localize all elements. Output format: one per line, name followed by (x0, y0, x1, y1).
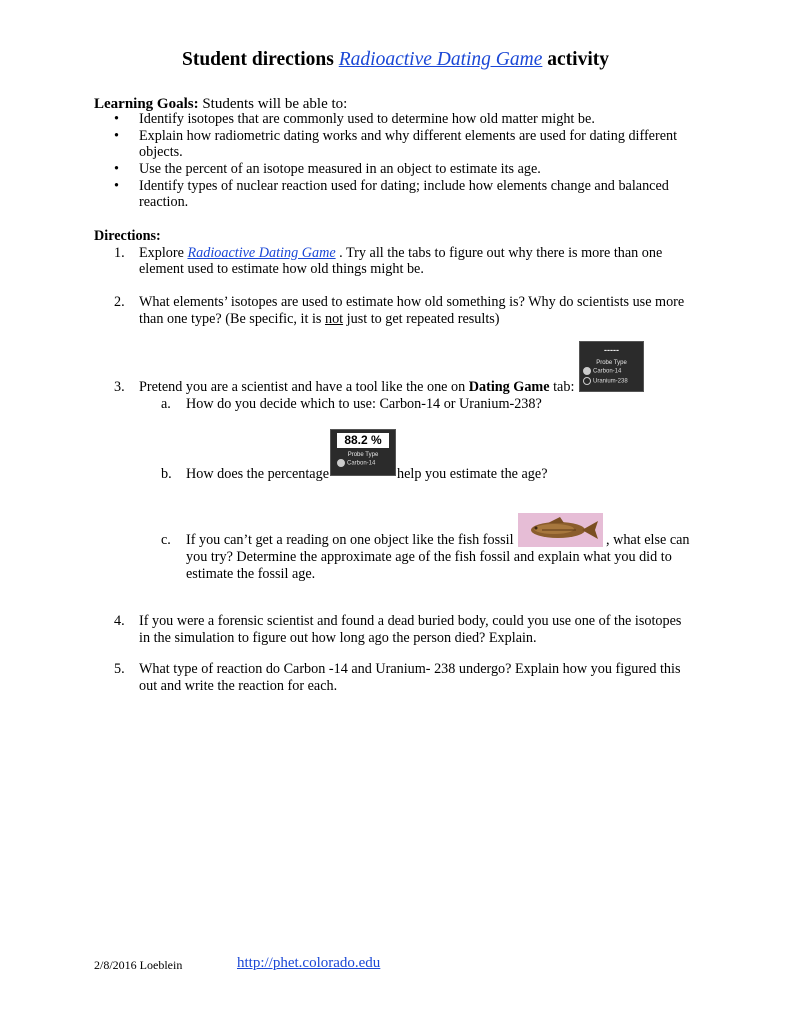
question-3b-post: help you estimate the age? (397, 466, 548, 482)
percentage-readout: 88.2 % (337, 433, 389, 448)
readout: ----- (604, 345, 619, 355)
goal-item: Identify types of nuclear reaction used for dating; include how elements change and balanced (139, 178, 669, 194)
title-link[interactable]: Radioactive Dating Game (338, 49, 543, 70)
sub-letter: a. (161, 396, 171, 412)
question-3c-line3: estimate the fossil age. (186, 566, 316, 582)
radio-uranium-238[interactable]: Uranium-238 (580, 377, 643, 387)
footer-link[interactable]: http://phet.colorado.edu (237, 955, 381, 971)
question-number: 3. (114, 379, 125, 395)
fish-fossil-icon (518, 513, 603, 547)
question-2: What elements’ isotopes are used to estimate how old something is? Why do scientists use more (139, 294, 685, 310)
bullet-icon: • (114, 161, 119, 177)
question-number: 1. (114, 245, 125, 261)
radio-icon (337, 459, 345, 467)
fish-fossil-image (518, 513, 603, 547)
question-number: 4. (114, 613, 125, 629)
question-3c-post: , what else can (606, 532, 690, 548)
question-2-line2: than one type? (Be specific, it is not just to get repeated results) (139, 311, 500, 327)
bullet-icon: • (114, 128, 119, 144)
goal-item: Identify isotopes that are commonly used to determine how old matter might be. (139, 111, 595, 127)
question-number: 2. (114, 294, 125, 310)
bullet-icon: • (114, 178, 119, 194)
question-1: Explore Radioactive Dating Game . Try all the tabs to figure out why there is more than one (139, 245, 663, 261)
goal-item: Use the percent of an isotope measured in an object to estimate its age. (139, 161, 541, 177)
question-4-line2: in the simulation to figure out how long ago the person died? Explain. (139, 630, 537, 646)
radio-carbon-14[interactable]: Carbon-14 (580, 367, 643, 377)
radio-icon (583, 367, 591, 375)
radio-icon (583, 377, 591, 385)
probe-type-widget (579, 341, 644, 392)
goal-item: Explain how radiometric dating works and why different elements are used for dating different (139, 128, 678, 144)
footer-date: 2/8/2016 Loeblein (94, 958, 183, 972)
question-5-line2: out and write the reaction for each. (139, 678, 338, 694)
goal-item: objects. (139, 144, 183, 160)
question-3a: How do you decide which to use: Carbon-14 or Uranium-238? (186, 396, 542, 412)
sim-link[interactable]: Radioactive Dating Game (187, 245, 336, 261)
sub-letter: c. (161, 532, 171, 548)
learning-goals-heading: Learning Goals: Students will be able to: (94, 96, 348, 112)
percentage-widget (330, 429, 396, 476)
probe-type-label: Probe Type (347, 452, 379, 458)
probe-type-label: Probe Type (596, 360, 627, 366)
radio-carbon-14[interactable]: Carbon-14 (331, 459, 395, 469)
directions-heading: Directions: (94, 228, 161, 244)
question-3c-line2: you try? Determine the approximate age of the fish fossil and explain what you did to (186, 549, 672, 565)
question-5: What type of reaction do Carbon -14 and Uranium- 238 undergo? Explain how you figured this (139, 661, 681, 677)
bullet-icon: • (114, 111, 119, 127)
question-3b-pre: How does the percentage (186, 466, 329, 482)
page-title: Student directions Radioactive Dating Game activity (182, 49, 609, 70)
question-1-line2: element used to estimate how old things might be. (139, 261, 424, 277)
goal-item: reaction. (139, 194, 189, 210)
sub-letter: b. (161, 466, 172, 482)
question-number: 5. (114, 661, 125, 677)
question-3c-pre: If you can’t get a reading on one object like the fish fossil (186, 532, 514, 548)
question-3: Pretend you are a scientist and have a tool like the one on Dating Game tab: (139, 379, 575, 395)
question-4: If you were a forensic scientist and found a dead buried body, could you use one of the isotopes (139, 613, 682, 629)
